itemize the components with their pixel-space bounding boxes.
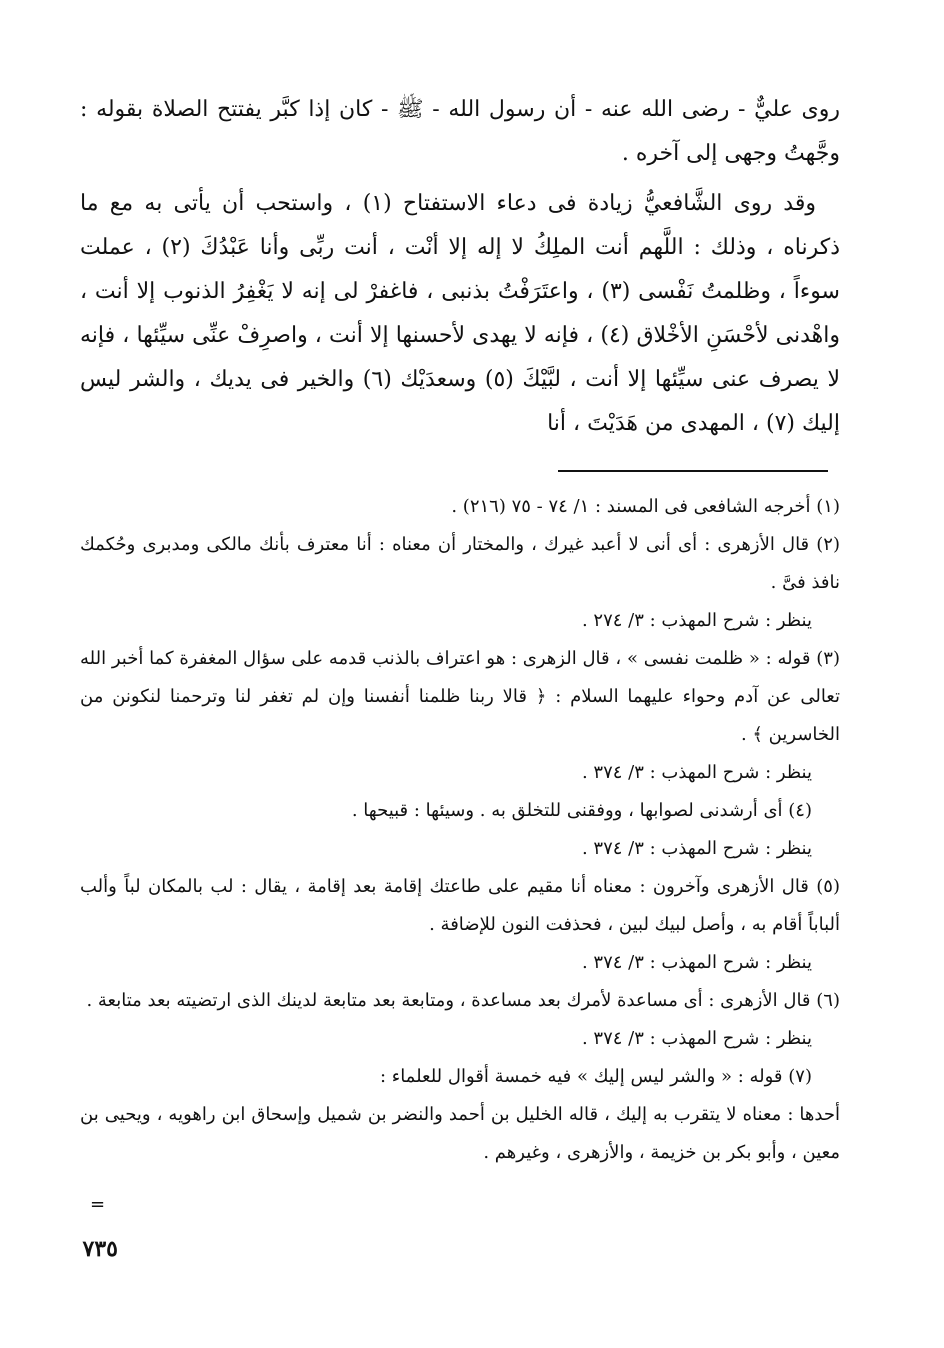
footnote-1: (١) أخرجه الشافعى فى المسند : ١/ ٧٤ - ٧٥ (٢١٦) . [451,496,840,517]
page-number: ٧٣٥ [82,1236,118,1262]
footnote-3-reference: ينظر : شرح المهذب : ٣/ ٣٧٤ . [581,762,812,783]
footnote-5-reference: ينظر : شرح المهذب : ٣/ ٣٧٤ . [581,952,812,973]
main-paragraph-1: روى عليٌّ - رضى الله عنه - أن رسول الله - ﷺ - كان إذا كبَّر يفتتح الصلاة بقوله : وجَّهتُ وجهى إلى آخره . [80,97,840,166]
footnote-4: (٤) أى أرشدنى لصوابها ، ووفقنى للتخلق به . وسيئها : قبيحها . [351,800,812,821]
footnotes [80,488,840,1172]
footnote-6: (٦) قال الأزهرى : أى مساعدة لأمرك بعد مساعدة ، ومتابعة بعد متابعة لدينك الذى ارتضيته بعد متابعة . [86,990,840,1011]
footnote-3: (٣) قوله : « ظلمت نفسى » ، قال الزهرى : هو اعتراف بالذنب قدمه على سؤال المغفرة كما أخبر الله تعالى عن آدم وحواء عليهما السلام : ﴿ قالا ربنا ظلمنا أنفسنا وإن لم تغفر لنا وترحمنا لنكونن من الخاسرين ﴾ . [80,648,840,745]
footnote-2: (٢) قال الأزهرى : أى أنى لا أعبد غيرك ، والمختار أن معناه : أنا معترف بأنك مالكى ومدبرى وحُكمك نافذ فىَّ . [80,534,840,593]
footnote-2-reference: ينظر : شرح المهذب : ٣/ ٢٧٤ . [581,610,812,631]
footnote-7: (٧) قوله : « والشر ليس إليك » فيه خمسة أقوال للعلماء : [379,1066,812,1087]
footnote-6-reference: ينظر : شرح المهذب : ٣/ ٣٧٤ . [581,1028,812,1049]
main-text [80,88,840,446]
main-paragraph-2: وقد روى الشَّافعيُّ زيادة فى دعاء الاستفتاح (١) ، واستحب أن يأتى به مع ما ذكرناه ، وذلك : اللَّهم أنت الملِكُ لا إله إلا أنْت ، أنت ربِّى وأنا عَبْدُكَ (٢) ، عملت سوءاً ، وظلمتُ نَفْسى (٣) ، واعتَرَفْتُ بذنبى ، فاغفرْ لى إنه لا يَغْفِرُ الذنوب إلا أنت ، واهْدنى لأحْسَنِ الأخْلاق (٤) ، فإنه لا يهدى لأحسنها إلا أنت ، واصرِفْ عنِّى سيِّئها ، فإنه لا يصرف عنى سيِّئها إلا أنت ، لبَّيْكَ (٥) وسعدَيْك (٦) والخير فى يديك ، والشر ليس إليك (٧) ، المهدى من هَدَيْتَ ، أنا [80,191,840,436]
continuation-mark: = [90,1194,106,1215]
footnote-4-reference: ينظر : شرح المهذب : ٣/ ٣٧٤ . [581,838,812,859]
footnote-5: (٥) قال الأزهرى وآخرون : معناه أنا مقيم على طاعتك إقامة بعد إقامة ، يقال : لب بالمكان لباً وألب ألباباً أقام به ، وأصل لبيك لبين ، فحذفت النون للإضافة . [80,876,840,935]
footnote-separator [558,470,828,472]
footnote-7-first-opinion: أحدها : معناه لا يتقرب به إليك ، قاله الخليل بن أحمد والنضر بن شميل وإسحاق ابن راهويه ، ويحيى بن معين ، وأبو بكر بن خزيمة ، والأزهرى ، وغيرهم . [80,1104,840,1163]
